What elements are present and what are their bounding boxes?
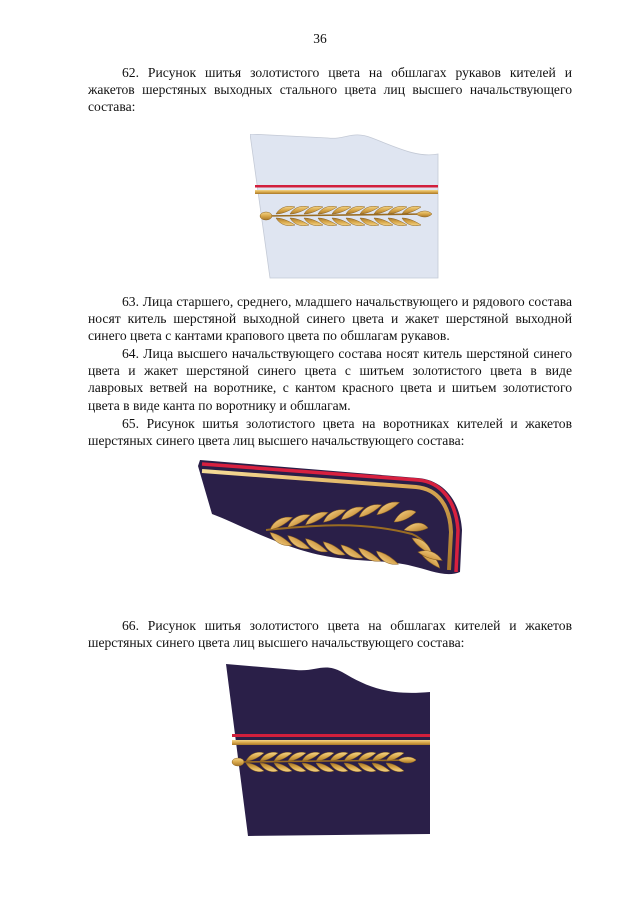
blue-collar-embroidery-figure [198, 460, 468, 580]
paragraph-66: 66. Рисунок шитья золотистого цвета на обшлагах кителей и жакетов шерстяных синего цвета лиц высшего начальствующего состава: [88, 618, 572, 651]
blue-fabric [226, 664, 430, 836]
red-piping [255, 185, 438, 188]
blue-cuff-embroidery-figure [226, 664, 432, 838]
steel-fabric [250, 134, 438, 278]
gold-stripe [232, 740, 430, 745]
steel-cuff-embroidery-figure [250, 134, 440, 280]
page-number: 36 [313, 31, 327, 46]
gold-stripe [255, 190, 438, 194]
paragraph-63: 63. Лица старшего, среднего, младшего начальствующего и рядового состава носят китель шерстяной выходной синего цвета и жакет шерстяной выходной синего цвета с кантами крапового цвета по обшлагам рукавов. [88, 294, 572, 344]
paragraph-62: 62. Рисунок шитья золотистого цвета на обшлагах рукавов кителей и жакетов шерстяных выходных стального цвета лиц высшего начальствующего состава: [88, 65, 572, 115]
paragraph-64: 64. Лица высшего начальствующего состава носят китель шерстяной синего цвета и жакет шерстяной синего цвета с шитьем золотистого цвета в виде лавровых ветвей на воротнике, с кантом красного цвета и шитьем золотистого цвета в виде канта по воротнику и обшлагам. [88, 346, 572, 413]
red-piping [232, 734, 430, 737]
paragraph-65: 65. Рисунок шитья золотистого цвета на воротниках кителей и жакетов шерстяных синего цвета лиц высшего начальствующего состава: [88, 416, 572, 449]
